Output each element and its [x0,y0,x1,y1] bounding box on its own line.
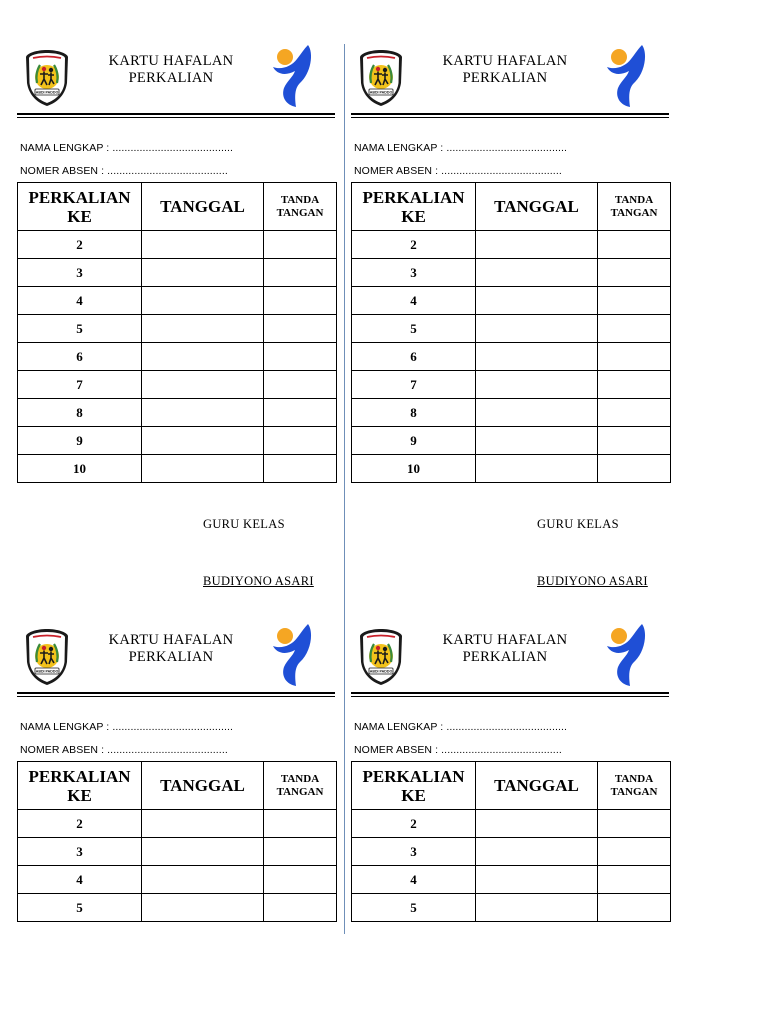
multiplication-table [351,761,671,922]
header-rule [351,692,669,694]
tanda-tangan-cell[interactable] [598,399,671,427]
col-header-ke: KE [401,206,426,226]
perkalian-number: 7 [18,371,142,399]
table-row [352,343,671,371]
col-header-perkalian-ke [18,183,142,231]
tanggal-cell[interactable] [476,399,598,427]
col-header-perkalian: PERKALIAN [362,187,465,207]
col-header-tanda: TANDA [614,193,654,206]
tanggal-cell[interactable] [142,399,264,427]
table-row [18,810,337,838]
figure-logo-icon [267,622,317,688]
tanda-tangan-cell[interactable] [598,315,671,343]
tanggal-cell[interactable] [476,259,598,287]
nomer-absen-field[interactable]: NOMER ABSEN : ........................................ [20,165,228,177]
tanggal-cell[interactable] [476,455,598,483]
col-header-perkalian-ke [18,762,142,810]
col-header-tangan: TANGAN [276,785,324,798]
title-line-2: PERKALIAN [462,649,548,665]
table-row [18,838,337,866]
table-row [18,894,337,922]
header-rule-thin [17,696,335,697]
header-rule-thin [351,696,669,697]
col-header-tanggal: TANGGAL [476,183,598,231]
multiplication-table [351,182,671,483]
perkalian-number: 2 [352,231,476,259]
perkalian-number: 5 [18,315,142,343]
tanggal-cell[interactable] [476,343,598,371]
school-crest-icon [25,628,69,686]
title-line-2: PERKALIAN [462,70,548,86]
figure-logo-icon [601,43,651,109]
col-header-tangan: TANGAN [610,785,658,798]
guru-kelas-label: GURU KELAS [203,517,285,531]
tanda-tangan-cell[interactable] [598,259,671,287]
table-row [18,371,337,399]
table-row [18,287,337,315]
perkalian-number: 3 [352,259,476,287]
perkalian-number: 7 [352,371,476,399]
crest-motto: ABDI PADDO [35,669,59,674]
tanggal-cell[interactable] [142,810,264,838]
table-row [18,399,337,427]
tanda-tangan-cell[interactable] [264,287,337,315]
perkalian-number: 10 [18,455,142,483]
nama-lengkap-field[interactable]: NAMA LENGKAP : ........................................ [354,142,568,154]
perkalian-number: 2 [352,810,476,838]
guru-name: BUDIYONO ASARI [203,574,314,588]
tanggal-cell[interactable] [476,866,598,894]
table-row [352,427,671,455]
col-header-tanda-tangan [598,762,671,810]
tanda-tangan-cell[interactable] [264,427,337,455]
tanggal-cell[interactable] [476,287,598,315]
table-header-row [352,762,671,810]
perkalian-number: 9 [18,427,142,455]
nomer-absen-field[interactable]: NOMER ABSEN : ........................................ [354,744,562,756]
tanda-tangan-cell[interactable] [264,315,337,343]
tanda-tangan-cell[interactable] [598,838,671,866]
perkalian-number: 4 [18,866,142,894]
col-header-tanda: TANDA [614,772,654,785]
perkalian-number: 3 [352,838,476,866]
table-row [18,315,337,343]
school-crest-icon [359,49,403,107]
tanda-tangan-cell[interactable] [264,231,337,259]
tanda-tangan-cell[interactable] [264,866,337,894]
table-row [352,838,671,866]
col-header-perkalian: PERKALIAN [362,766,465,786]
figure-logo-icon [267,43,317,109]
title-line-2: PERKALIAN [128,70,214,86]
col-header-tanda-tangan [598,183,671,231]
col-header-tanda: TANDA [280,772,320,785]
card-header [351,622,669,694]
tanda-tangan-cell[interactable] [264,894,337,922]
tanggal-cell[interactable] [142,866,264,894]
table-header-row [18,762,337,810]
tanda-tangan-cell[interactable] [264,259,337,287]
card-bottom-right [351,622,669,915]
figure-logo-icon [601,622,651,688]
title-line-1: KARTU HAFALAN [108,632,234,648]
col-header-ke: KE [67,785,92,805]
table-row [18,231,337,259]
tanda-tangan-cell[interactable] [598,343,671,371]
tanggal-cell[interactable] [476,315,598,343]
tanda-tangan-cell[interactable] [598,866,671,894]
table-row [352,259,671,287]
col-header-tanda-tangan [264,762,337,810]
page-divider [344,44,345,934]
tanggal-cell[interactable] [142,455,264,483]
tanda-tangan-cell[interactable] [264,371,337,399]
crest-motto: ABDI PADDO [369,90,393,95]
col-header-perkalian: PERKALIAN [28,766,131,786]
table-row [352,287,671,315]
card-title [81,632,261,666]
tanggal-cell[interactable] [476,427,598,455]
tanggal-cell[interactable] [476,894,598,922]
perkalian-number: 6 [352,343,476,371]
perkalian-number: 9 [352,427,476,455]
title-line-2: PERKALIAN [128,649,214,665]
perkalian-number: 5 [352,315,476,343]
table-row [18,866,337,894]
multiplication-table [17,182,337,483]
perkalian-number: 3 [18,838,142,866]
tanda-tangan-cell[interactable] [598,894,671,922]
tanggal-cell[interactable] [142,371,264,399]
tanda-tangan-cell[interactable] [264,399,337,427]
school-crest-icon [359,628,403,686]
table-row [352,315,671,343]
card-header [351,43,669,115]
header-rule [351,113,669,115]
tanda-tangan-cell[interactable] [598,287,671,315]
tanggal-cell[interactable] [142,838,264,866]
col-header-tangan: TANGAN [276,206,324,219]
title-line-1: KARTU HAFALAN [442,53,568,69]
table-row [18,343,337,371]
tanggal-cell[interactable] [476,231,598,259]
tanggal-cell[interactable] [476,838,598,866]
tanggal-cell[interactable] [142,231,264,259]
col-header-perkalian-ke [352,762,476,810]
card-top-left [17,43,335,588]
tanda-tangan-cell[interactable] [598,231,671,259]
perkalian-number: 4 [18,287,142,315]
card-bottom-left [17,622,335,915]
card-top-right [351,43,669,588]
perkalian-number: 2 [18,231,142,259]
table-row [18,455,337,483]
table-row [18,427,337,455]
col-header-ke: KE [401,785,426,805]
crest-motto: ABDI PADDO [35,90,59,95]
multiplication-table [17,761,337,922]
tanggal-cell[interactable] [142,287,264,315]
header-rule-thin [351,117,669,118]
perkalian-number: 4 [352,866,476,894]
header-rule [17,692,335,694]
tanggal-cell[interactable] [142,315,264,343]
table-row [352,231,671,259]
card-header [17,43,335,115]
table-row [352,455,671,483]
tanggal-cell[interactable] [142,343,264,371]
nomer-absen-field[interactable]: NOMER ABSEN : ........................................ [20,744,228,756]
col-header-tanggal: TANGGAL [142,762,264,810]
tanda-tangan-cell[interactable] [598,455,671,483]
header-rule-thin [17,117,335,118]
tanda-tangan-cell[interactable] [598,810,671,838]
table-header-row [18,183,337,231]
card-title [415,632,595,666]
tanggal-cell[interactable] [142,427,264,455]
card-title [415,53,595,87]
tanda-tangan-cell[interactable] [598,371,671,399]
perkalian-number: 8 [18,399,142,427]
school-crest-icon [25,49,69,107]
table-row [352,810,671,838]
tanggal-cell[interactable] [142,894,264,922]
perkalian-number: 10 [352,455,476,483]
nama-lengkap-field[interactable]: NAMA LENGKAP : ........................................ [20,142,234,154]
card-header [17,622,335,694]
table-row [352,866,671,894]
col-header-tanda-tangan [264,183,337,231]
nama-lengkap-field[interactable]: NAMA LENGKAP : ........................................ [20,721,234,733]
table-row [18,259,337,287]
tanda-tangan-cell[interactable] [598,427,671,455]
table-row [352,371,671,399]
guru-kelas-label: GURU KELAS [537,517,619,531]
perkalian-number: 2 [18,810,142,838]
col-header-tangan: TANGAN [610,206,658,219]
perkalian-number: 5 [352,894,476,922]
crest-motto: ABDI PADDO [369,669,393,674]
col-header-perkalian: PERKALIAN [28,187,131,207]
col-header-ke: KE [67,206,92,226]
perkalian-number: 8 [352,399,476,427]
table-row [352,894,671,922]
col-header-tanggal: TANGGAL [476,762,598,810]
perkalian-number: 4 [352,287,476,315]
guru-name: BUDIYONO ASARI [537,574,648,588]
col-header-tanggal: TANGGAL [142,183,264,231]
tanda-tangan-cell[interactable] [264,455,337,483]
perkalian-number: 3 [18,259,142,287]
title-line-1: KARTU HAFALAN [108,53,234,69]
tanggal-cell[interactable] [476,371,598,399]
col-header-perkalian-ke [352,183,476,231]
table-header-row [352,183,671,231]
tanggal-cell[interactable] [476,810,598,838]
tanda-tangan-cell[interactable] [264,838,337,866]
perkalian-number: 6 [18,343,142,371]
header-rule [17,113,335,115]
col-header-tanda: TANDA [280,193,320,206]
tanda-tangan-cell[interactable] [264,343,337,371]
card-title [81,53,261,87]
nama-lengkap-field[interactable]: NAMA LENGKAP : ........................................ [354,721,568,733]
perkalian-number: 5 [18,894,142,922]
table-row [352,399,671,427]
title-line-1: KARTU HAFALAN [442,632,568,648]
tanggal-cell[interactable] [142,259,264,287]
tanda-tangan-cell[interactable] [264,810,337,838]
nomer-absen-field[interactable]: NOMER ABSEN : ........................................ [354,165,562,177]
